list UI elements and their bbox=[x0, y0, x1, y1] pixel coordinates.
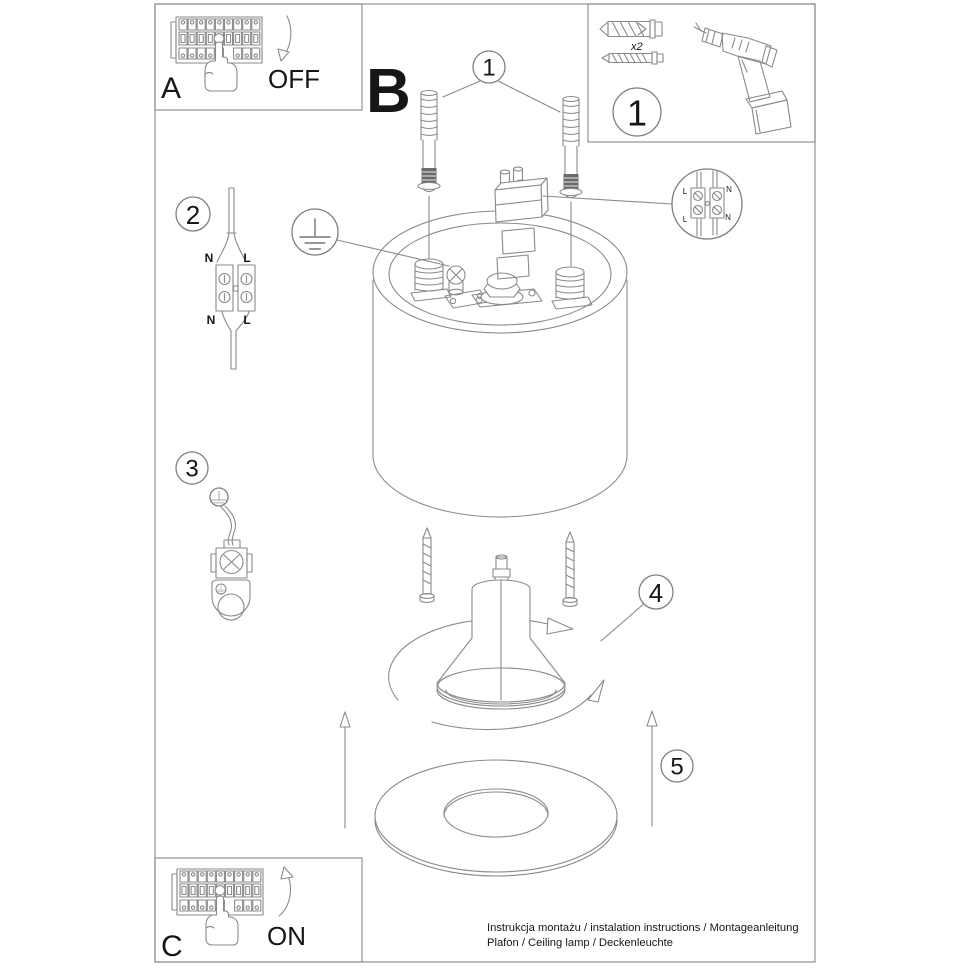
gu10-bulb bbox=[437, 555, 565, 709]
section-b-label: B bbox=[366, 57, 411, 126]
up-arrow-left-icon bbox=[340, 712, 350, 828]
footer-text bbox=[487, 922, 799, 949]
ground-symbol-callout bbox=[292, 209, 449, 266]
screw-count-label: x2 bbox=[631, 41, 643, 53]
up-arrow-right-icon bbox=[647, 711, 657, 826]
panel-c-action-label: ON bbox=[267, 921, 306, 951]
off-arrow-icon bbox=[278, 16, 291, 61]
step-5-number: 5 bbox=[670, 753, 684, 781]
panel-a-box bbox=[155, 4, 362, 110]
cover-ring bbox=[375, 760, 617, 876]
pointing-hand-icon bbox=[205, 42, 237, 91]
parts-box-content bbox=[600, 20, 791, 136]
panel-c bbox=[161, 867, 306, 963]
anchor-screw-right bbox=[560, 97, 582, 198]
step-1-number: 1 bbox=[482, 54, 496, 82]
panel-a-action-label: OFF bbox=[268, 64, 320, 94]
earth-clamp bbox=[211, 540, 252, 620]
step-2-number: 2 bbox=[185, 200, 201, 230]
step-3-earth bbox=[176, 452, 252, 620]
footer-line-2: Plafon / Ceiling lamp / Deckenleuchte bbox=[487, 937, 673, 949]
footer-line-1: Instrukcja montażu / instalation instructions / Montageanleitung bbox=[487, 922, 799, 934]
step-1-callout bbox=[443, 51, 560, 112]
panel-a-label: A bbox=[161, 72, 182, 105]
wire-label-top-right: L bbox=[243, 251, 251, 265]
terminal-block bbox=[495, 167, 548, 222]
wall-plug-icon bbox=[600, 20, 662, 38]
label-sticker bbox=[497, 228, 535, 279]
detail-label-top-left: L bbox=[682, 187, 688, 196]
detail-label-top-right: N bbox=[726, 185, 732, 194]
detail-label-bottom-right: N bbox=[725, 213, 731, 222]
drill-icon bbox=[694, 23, 791, 134]
screw-icon bbox=[602, 52, 663, 64]
panel-a bbox=[161, 16, 320, 105]
detail-label-bottom-left: L bbox=[682, 215, 688, 224]
on-arrow-icon bbox=[279, 867, 293, 916]
earth-wire bbox=[221, 506, 236, 545]
step-2-wiring bbox=[176, 188, 255, 369]
wiring-diagram bbox=[216, 188, 255, 369]
wire-label-bottom-left: N bbox=[206, 313, 216, 327]
parts-step-number: 1 bbox=[626, 92, 648, 134]
anchor-screw-left bbox=[418, 91, 440, 192]
leader-step-4 bbox=[601, 602, 646, 641]
wire-label-bottom-right: L bbox=[243, 313, 251, 327]
panel-c-label: C bbox=[161, 930, 183, 963]
fixing-screw-left bbox=[420, 528, 434, 602]
pointing-hand-icon bbox=[206, 896, 238, 945]
fixing-screw-right bbox=[563, 532, 577, 606]
wire-label-top-left: N bbox=[204, 251, 214, 265]
step-4-number: 4 bbox=[648, 578, 664, 608]
terminal-detail-view bbox=[672, 169, 742, 239]
step-5-ring bbox=[340, 711, 693, 876]
step-3-number: 3 bbox=[185, 455, 199, 483]
leader-terminal-detail bbox=[543, 196, 672, 204]
mounting-boss-right bbox=[552, 267, 592, 309]
outer-frame bbox=[155, 4, 815, 962]
